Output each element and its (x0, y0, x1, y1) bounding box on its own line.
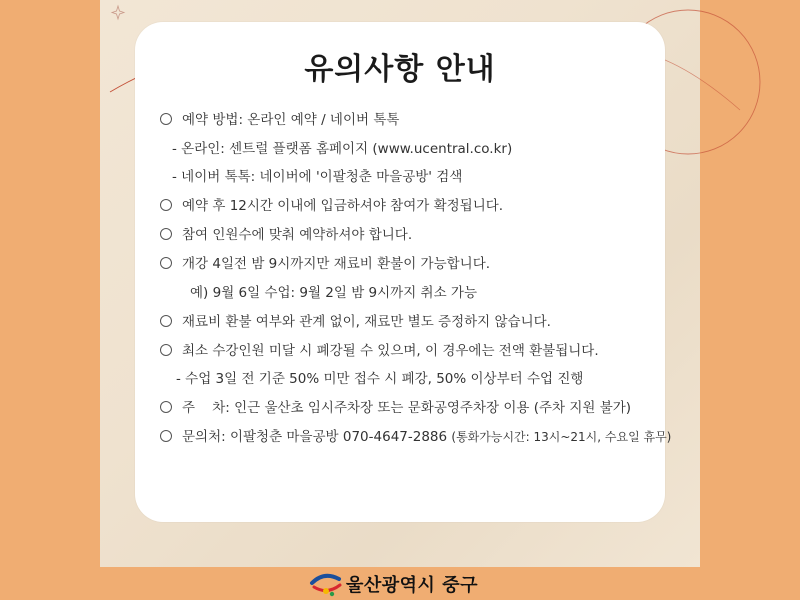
item-text: 예약 후 12시간 이내에 입금하셔야 참여가 확정됩니다. (182, 198, 504, 214)
sub-item-example: 예) 9월 6일 수업: 9월 2일 밤 9시까지 취소 가능 (190, 285, 477, 301)
item-text: 참여 인원수에 맞춰 예약하셔야 합니다. (182, 227, 413, 243)
item-text: 최소 수강인원 미달 시 폐강될 수 있으며, 이 경우에는 전액 환불됩니다. (182, 343, 599, 359)
logo-dot-yellow (323, 588, 329, 594)
item-note: (통화가능시간: 13시~21시, 수요일 휴무) (451, 430, 672, 444)
item-text: 재료비 환불 여부와 관계 없이, 재료만 별도 증정하지 않습니다. (182, 314, 551, 330)
item-text: 문의처: 이팔청춘 마을공방 070-4647-2886 (182, 429, 448, 445)
item-text: 주 차: 인근 울산초 임시주차장 또는 문화공영주차장 이용 (주차 지원 불가) (182, 400, 632, 416)
org-name: 울산광역시 중구 (346, 575, 478, 596)
item-text: 개강 4일전 밤 9시까지만 재료비 환불이 가능합니다. (182, 256, 491, 272)
page-title: 유의사항 안내 (304, 52, 496, 87)
logo-dot-green (330, 592, 334, 596)
item-text: 예약 방법: 온라인 예약 / 네이버 톡톡 (182, 112, 400, 128)
sub-item-cancel: - 수업 3일 전 기준 50% 미만 접수 시 폐강, 50% 이상부터 수업 진행 (176, 371, 584, 387)
sub-item-naver: - 네이버 톡톡: 네이버에 '이팔청춘 마을공방' 검색 (172, 169, 463, 185)
sub-item-online: - 온라인: 센트럴 플랫폼 홈페이지 (www.ucentral.co.kr) (172, 141, 513, 157)
logo-swoosh-top (312, 576, 339, 583)
